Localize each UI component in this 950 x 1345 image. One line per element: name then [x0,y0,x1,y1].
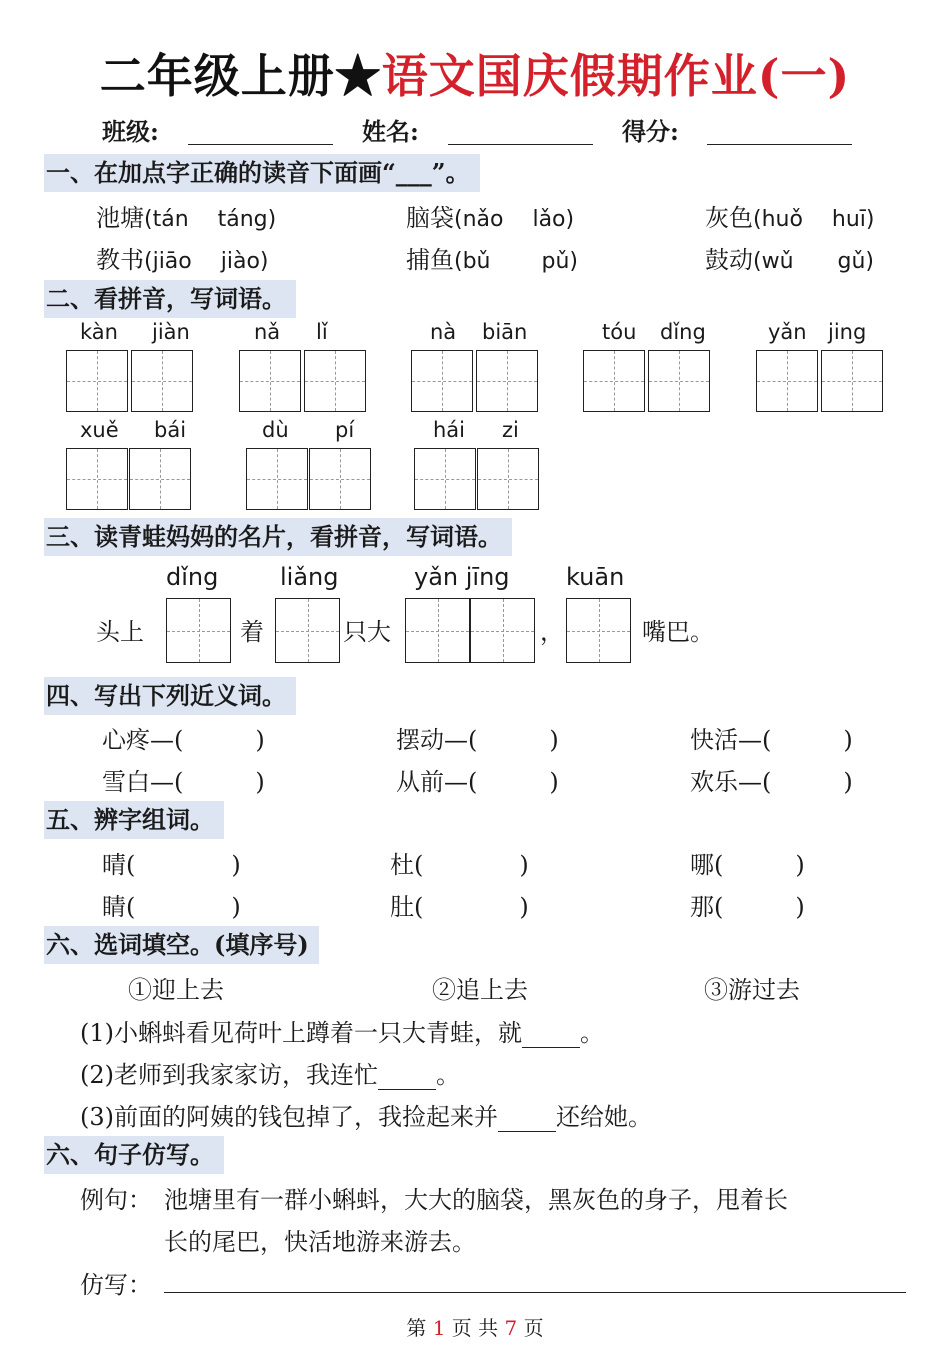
pinyin: yǎn jīng [414,563,510,591]
class-label: 班级: [102,117,159,146]
section-6-heading: 六、选词填空。(填序号) [44,926,319,964]
s1-item[interactable]: 灰色(huǒ huī) [705,204,875,232]
imitate-answer-line[interactable] [164,1292,906,1293]
section-7-heading: 六、句子仿写。 [44,1136,224,1174]
writing-box[interactable] [411,350,473,412]
question-3: (3)前面的阿姨的钱包掉了，我捡起来并 还给她。 [80,1103,652,1131]
synonym-item[interactable]: 摆动—( ) [396,726,559,754]
page-footer: 第 1 页 共 7 页 [406,1316,544,1340]
pinyin: jiàn [152,320,190,344]
pinyin: nà [430,320,457,344]
pinyin: liǎng [280,563,339,591]
pinyin: dǐng [660,320,706,344]
writing-box[interactable] [476,350,538,412]
writing-box[interactable] [166,598,231,663]
total-pages: 7 [504,1316,518,1340]
name-label: 姓名: [362,117,419,146]
sentence-text: 着 [240,618,264,646]
word-group-item[interactable]: 那( ) [690,893,805,921]
pinyin: lǐ [316,320,328,344]
writing-box[interactable] [405,598,470,663]
pinyin: bái [154,418,187,442]
sentence-text: 只大 [343,618,391,646]
writing-box[interactable] [477,448,539,510]
answer-blank[interactable] [378,1065,436,1090]
writing-box[interactable] [129,448,191,510]
title-grade: 二年级上册 [99,49,335,103]
s1-item[interactable]: 鼓动(wǔ gǔ) [705,246,875,274]
example-sentence-line: 长的尾巴，快活地游来游去。 [164,1228,476,1256]
synonym-item[interactable]: 从前—( ) [396,768,559,796]
synonym-item[interactable]: 快活—( ) [690,726,853,754]
option-1: ①迎上去 [128,976,224,1004]
writing-box[interactable] [414,448,476,510]
writing-box[interactable] [304,350,366,412]
example-label: 例句： [80,1186,152,1214]
pinyin: xuě [80,418,119,442]
star-icon: ★ [334,49,382,103]
synonym-item[interactable]: 欢乐—( ) [690,768,853,796]
writing-box[interactable] [648,350,710,412]
section-1-heading: 一、在加点字正确的读音下面画“___”。 [44,154,480,192]
question-1: (1)小蝌蚪看见荷叶上蹲着一只大青蛙，就 。 [80,1019,604,1047]
section-3-heading: 三、读青蛙妈妈的名片，看拼音，写词语。 [44,518,512,556]
synonym-item[interactable]: 心疼—( ) [102,726,265,754]
writing-box[interactable] [309,448,371,510]
sentence-text: 头上 [96,618,144,646]
pinyin: nǎ [254,320,281,344]
writing-box[interactable] [66,448,128,510]
writing-box[interactable] [566,598,631,663]
writing-box[interactable] [470,598,535,663]
imitate-label: 仿写： [80,1271,152,1299]
s1-item[interactable]: 池塘(tán táng) [96,204,277,232]
sentence-text: ， [540,618,564,646]
pinyin: yǎn [768,320,807,344]
pinyin: kuān [566,563,625,591]
pinyin: pí [335,418,355,442]
question-2: (2)老师到我家家访，我连忙 。 [80,1061,460,1089]
word-group-item[interactable]: 睛( ) [102,893,241,921]
pinyin: kàn [80,320,118,344]
name-field[interactable] [448,144,593,145]
option-3: ③游过去 [704,976,800,1004]
sentence-text: 嘴巴。 [642,618,714,646]
example-sentence-line: 池塘里有一群小蝌蚪，大大的脑袋，黑灰色的身子，甩着长 [164,1186,788,1214]
writing-box[interactable] [756,350,818,412]
option-2: ②追上去 [432,976,528,1004]
answer-blank[interactable] [522,1023,580,1048]
pinyin: hái [433,418,466,442]
writing-box[interactable] [246,448,308,510]
s1-item[interactable]: 教书(jiāo jiào) [96,246,269,274]
page-title [0,40,950,106]
word-group-item[interactable]: 晴( ) [102,851,241,879]
s1-item[interactable]: 脑袋(nǎo lǎo) [406,204,575,232]
score-label: 得分: [622,117,679,146]
writing-box[interactable] [239,350,301,412]
pinyin: zi [502,418,519,442]
answer-blank[interactable] [498,1107,556,1132]
writing-box[interactable] [821,350,883,412]
pinyin: dù [262,418,289,442]
class-field[interactable] [188,144,333,145]
word-group-item[interactable]: 哪( ) [690,851,805,879]
section-5-heading: 五、辨字组词。 [44,801,224,839]
pinyin: dǐng [166,563,219,591]
title-subject: 语文国庆假期作业(一) [381,49,851,103]
section-4-heading: 四、写出下列近义词。 [44,677,296,715]
writing-box[interactable] [583,350,645,412]
word-group-item[interactable]: 肚( ) [390,893,529,921]
writing-box[interactable] [275,598,340,663]
synonym-item[interactable]: 雪白—( ) [102,768,265,796]
writing-box[interactable] [131,350,193,412]
current-page: 1 [432,1316,446,1340]
pinyin: biān [482,320,528,344]
writing-box[interactable] [66,350,128,412]
s1-item[interactable]: 捕鱼(bǔ pǔ) [406,246,578,274]
word-group-item[interactable]: 杜( ) [390,851,529,879]
pinyin: jing [828,320,867,344]
section-2-heading: 二、看拼音，写词语。 [44,280,296,318]
score-field[interactable] [707,144,852,145]
pinyin: tóu [602,320,637,344]
